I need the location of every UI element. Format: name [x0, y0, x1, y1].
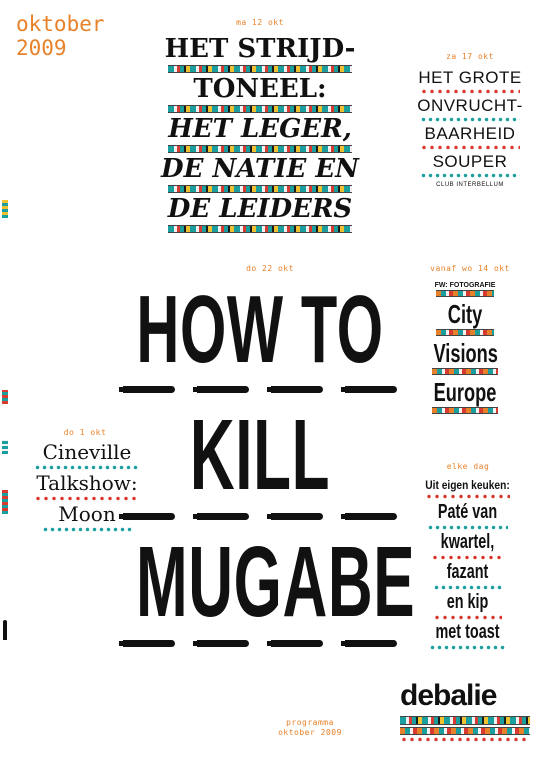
footer-line-2: oktober 2009: [278, 728, 342, 737]
masthead-month: oktober: [16, 12, 105, 36]
decor-strip: [436, 329, 494, 336]
event-keuken-line-3: fazant: [446, 561, 489, 583]
decor-dots: [427, 525, 508, 530]
decor-dots: [431, 555, 504, 560]
bullet-icon: [271, 386, 323, 393]
hero-line-2: KILL: [189, 399, 331, 511]
bullet-row: [60, 386, 460, 393]
print-margin-marks: [2, 140, 10, 640]
masthead: [16, 12, 105, 60]
event-keuken: [405, 478, 530, 651]
decor-strip: [168, 65, 352, 73]
decor-strip: [168, 105, 352, 113]
event-keuken-line-5: met toast: [435, 621, 500, 643]
event-souper-line-4: SOUPER: [432, 152, 508, 171]
decor-dots: [420, 117, 520, 122]
event-strijd-line-4: DE NATIE EN: [161, 154, 359, 184]
decor-strip: [432, 368, 498, 375]
bullet-icon: [271, 513, 323, 520]
bullet-icon: [345, 640, 397, 647]
event-keuken-line-4: en kip: [446, 591, 489, 613]
logo-text: debalie: [400, 679, 497, 712]
masthead-year: 2009: [16, 36, 67, 60]
bullet-icon: [123, 386, 175, 393]
event-date-mugabe: do 22 okt: [246, 264, 294, 273]
event-date-keuken: elke dag: [446, 462, 490, 471]
event-city-line-3: Europe: [433, 377, 497, 407]
event-cineville-line-1: Cineville: [42, 440, 132, 464]
bullet-icon: [345, 513, 397, 520]
decor-strip: [436, 290, 494, 297]
footer-line-1: programma: [286, 718, 334, 727]
decor-strip: [400, 727, 530, 735]
hero-line-3: MUGABE: [136, 526, 416, 638]
event-cineville: [28, 440, 146, 533]
decor-dots: [433, 585, 502, 590]
bullet-icon: [197, 513, 249, 520]
event-date-strijd: ma 12 okt: [236, 18, 284, 27]
event-strijd-line-2: TONEEL:: [193, 74, 327, 104]
event-souper-line-1: HET GROTE: [418, 68, 522, 87]
event-strijd-line-3: HET LEGER,: [168, 114, 352, 144]
event-cineville-line-2: Talkshow:: [36, 471, 138, 495]
debalie-logo: [400, 680, 530, 742]
decor-strip: [432, 407, 498, 414]
bullet-icon: [197, 640, 249, 647]
bullet-icon: [197, 386, 249, 393]
event-souper-line-2: ONVRUCHT-: [417, 96, 523, 115]
decor-dots: [42, 527, 132, 532]
event-strijd-line-1: HET STRIJD-: [164, 34, 356, 64]
event-date-cineville: do 1 okt: [63, 428, 107, 437]
event-city-line-1: City: [447, 299, 483, 329]
bullet-icon: [345, 386, 397, 393]
decor-strip: [168, 145, 352, 153]
event-city-tag: FW: FOTOGRAFIE: [434, 282, 496, 289]
decor-dots: [429, 645, 506, 650]
event-city: [420, 282, 510, 414]
decor-dots: [420, 89, 520, 94]
decor-dots: [420, 145, 520, 150]
decor-dots: [433, 615, 502, 620]
bullet-icon: [123, 640, 175, 647]
event-cineville-line-3: Moon: [58, 502, 116, 526]
event-keuken-line-1: Paté van: [437, 501, 498, 523]
decor-dots: [34, 496, 140, 501]
decor-strip: [400, 716, 530, 725]
event-date-souper: za 17 okt: [446, 52, 494, 61]
event-souper-venue: CLUB INTERBELLUM: [436, 182, 504, 188]
bullet-icon: [271, 640, 323, 647]
event-keuken-line-2: kwartel,: [440, 531, 495, 553]
event-souper: [410, 68, 530, 188]
event-keuken-intro: Uit eigen keuken:: [425, 478, 510, 492]
hero-line-1: HOW TO: [136, 276, 384, 383]
event-date-city: vanaf wo 14 okt: [430, 264, 510, 273]
event-city-line-2: Visions: [433, 338, 498, 368]
decor-dots: [420, 173, 520, 178]
bullet-row: [60, 640, 460, 647]
footer: [250, 718, 370, 738]
decor-dots: [425, 494, 510, 499]
decor-strip: [168, 225, 352, 233]
event-strijd: [160, 34, 360, 234]
decor-dots: [400, 737, 530, 742]
event-strijd-line-5: DE LEIDERS: [167, 194, 353, 224]
decor-strip: [168, 185, 352, 193]
decor-dots: [34, 465, 140, 470]
event-souper-line-3: BAARHEID: [424, 124, 516, 143]
